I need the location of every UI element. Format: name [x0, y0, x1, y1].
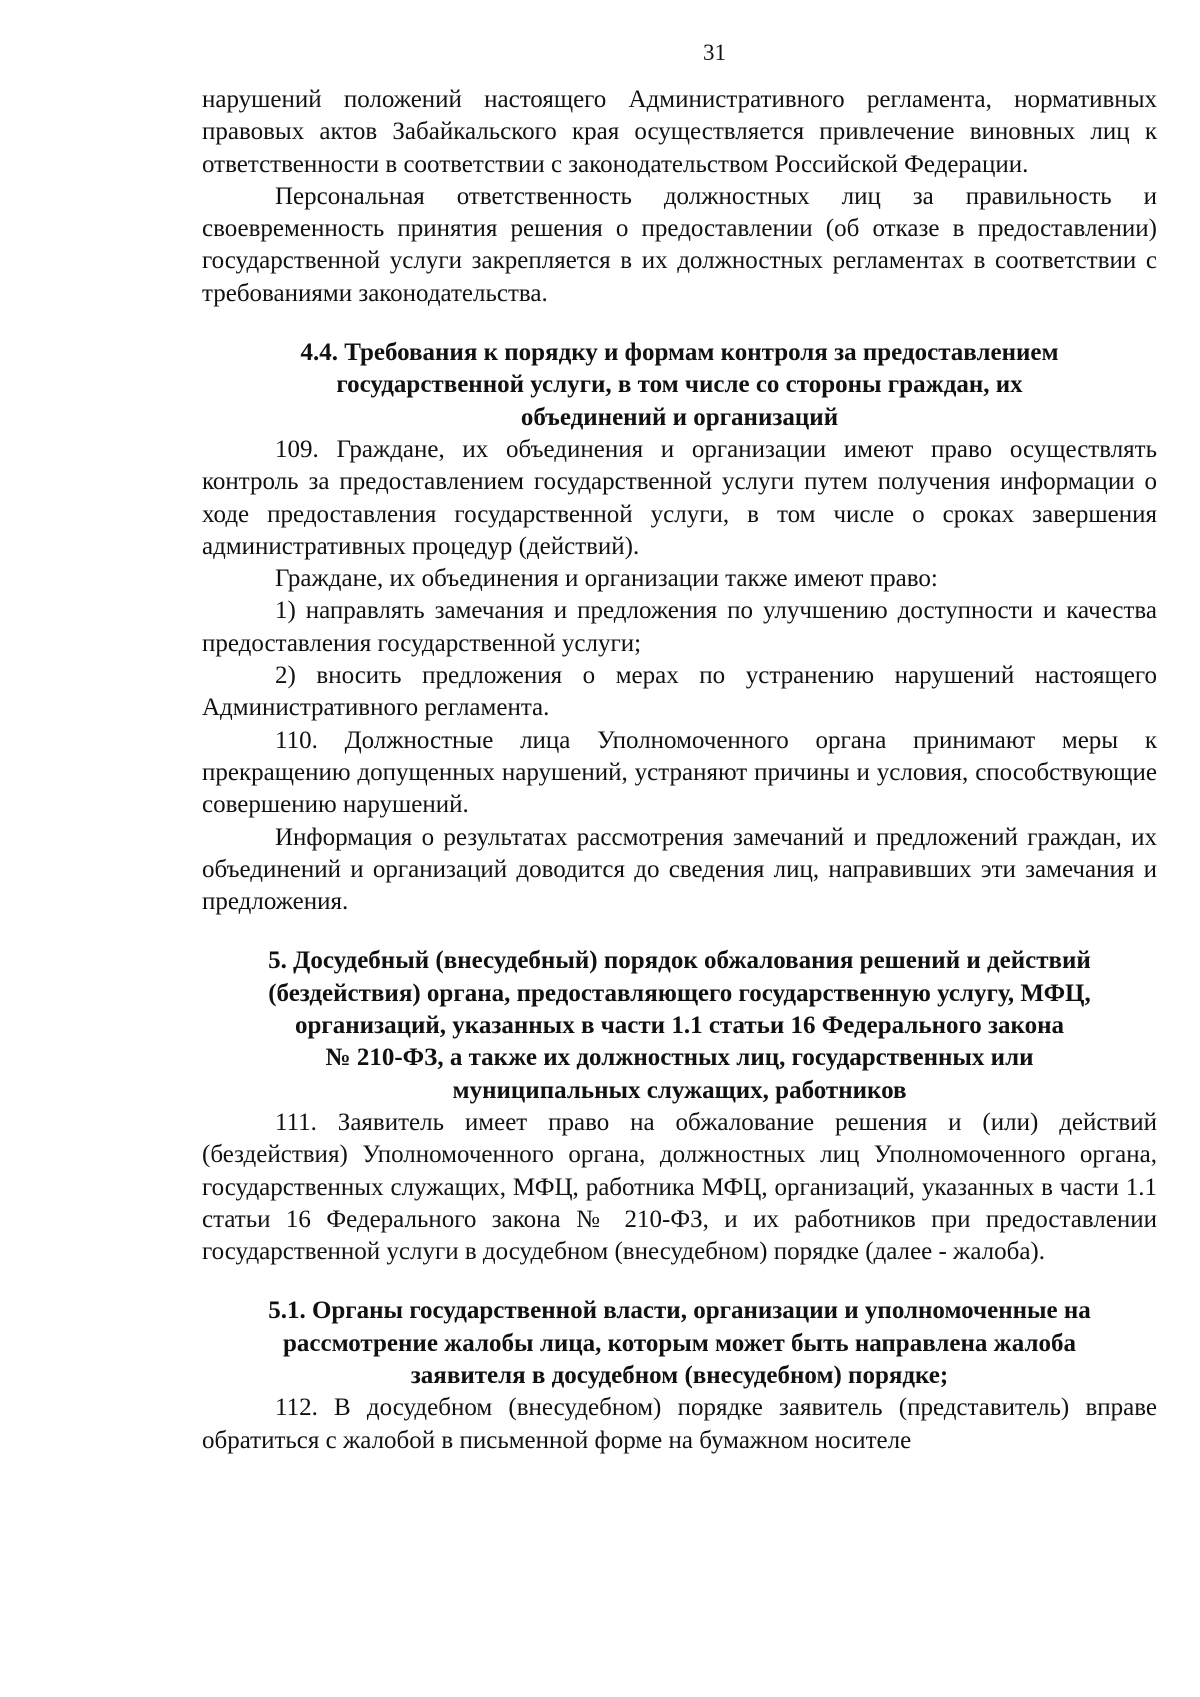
section-heading — [202, 337, 1157, 434]
section-heading — [202, 945, 1157, 1106]
section-spacer — [202, 1268, 1157, 1295]
heading-line: объединений и организаций — [520, 403, 839, 431]
paragraph: 112. В досудебном (внесудебном) порядке заявитель (представитель) вправе обратиться с жалобой в письменной форме на бумажном носителе — [202, 1394, 1157, 1454]
paragraph: 1) направлять замечания и предложения по улучшению доступности и качества предоставления государственной услуги; — [202, 597, 1157, 657]
paragraph: Персональная ответственность должностных лиц за правильность и своевременность принятия решения о предоставлении (об отказе в предоставлении) государственной услуги закрепляется в их должностных регламентах в соответствии с требованиями законодательства. — [202, 182, 1157, 307]
paragraph: Информация о результатах рассмотрения замечаний и предложений граждан, их объединений и организаций доводится до сведения лиц, направивших эти замечания и предложения. — [202, 823, 1157, 916]
section-spacer — [202, 918, 1157, 945]
paragraph: нарушений положений настоящего Административного регламента, нормативных правовых актов Забайкальского края осуществляется привлечение виновных лиц к ответственности в соответствии с законодательством Российской Федерации. — [202, 86, 1157, 178]
heading-line: заявителя в досудебном (внесудебном) порядке; — [410, 1361, 949, 1389]
paragraph: 2) вносить предложения о мерах по устранению нарушений настоящего Административного регламента. — [202, 662, 1157, 722]
paragraph: Граждане, их объединения и организации также имеют право: — [275, 565, 938, 593]
heading-line: № 210-ФЗ, а также их должностных лиц, государственных или — [325, 1044, 1034, 1072]
page-number: 31 — [703, 40, 726, 65]
heading-line: 5.1. Органы государственной власти, организации и уполномоченные на — [268, 1297, 1091, 1325]
paragraph: 109. Граждане, их объединения и организации имеют право осуществлять контроль за предоставлением государственной услуги путем получения информации о ходе предоставления государственной услуги, в том числе о сроках завершения административных процедур (действий). — [202, 435, 1157, 560]
heading-line: государственной услуги, в том числе со стороны граждан, их — [336, 371, 1023, 399]
heading-line: муниципальных служащих, работников — [452, 1076, 907, 1104]
section-spacer — [202, 310, 1157, 337]
heading-line: 4.4. Требования к порядку и формам контроля за предоставлением — [300, 339, 1059, 367]
heading-line: организаций, указанных в части 1.1 статьи 16 Федерального закона — [294, 1012, 1065, 1040]
heading-line: (бездействия) органа, предоставляющего государственную услугу, МФЦ, — [268, 979, 1091, 1007]
document-body — [202, 84, 1157, 1457]
heading-line: рассмотрение жалобы лица, которым может быть направлена жалоба — [282, 1329, 1077, 1357]
heading-line: 5. Досудебный (внесудебный) порядок обжалования решений и действий — [268, 947, 1091, 975]
paragraph: 111. Заявитель имеет право на обжалование решения и (или) действий (бездействия) Уполномоченного органа, должностных лиц Уполномоченного органа, государственных служащих, МФЦ, работника МФЦ, организаций, указанных в части 1.1 статьи 16 Федерального закона № 210-ФЗ, и их работников при предоставлении государственной услуги в досудебном (внесудебном) порядке (далее - жалоба). — [202, 1108, 1157, 1266]
paragraph: 110. Должностные лица Уполномоченного органа принимают меры к прекращению допущенных нарушений, устраняют причины и условия, способствующие совершению нарушений. — [202, 726, 1157, 819]
section-heading — [202, 1295, 1157, 1392]
